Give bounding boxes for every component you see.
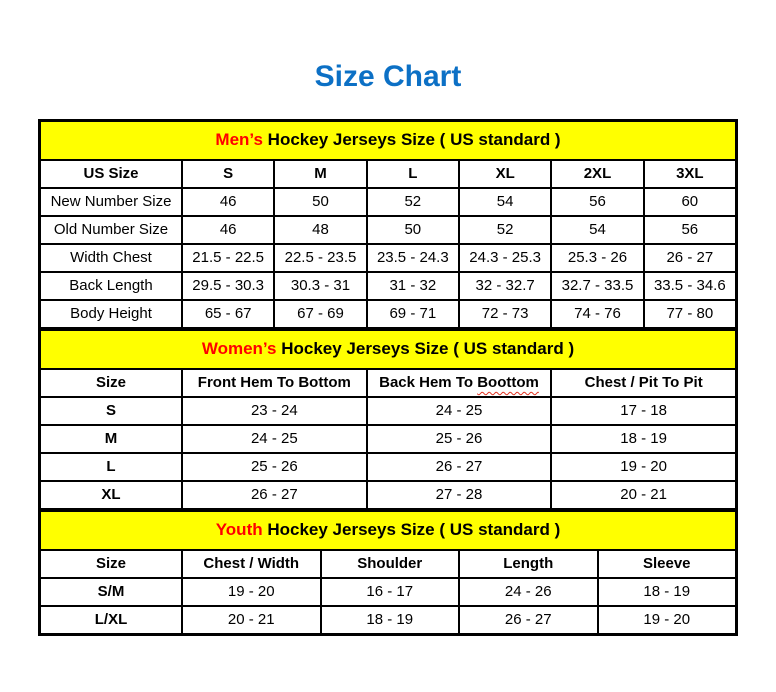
mens-value-cell: 33.5 - 34.6 [644,272,736,300]
mens-value-cell: 29.5 - 30.3 [182,272,274,300]
mens-row-back-length [40,272,736,300]
youth-value-cell: 18 - 19 [321,606,460,634]
womens-band-highlight: Women’s [201,339,277,358]
mens-value-cell: 30.3 - 31 [274,272,366,300]
mens-row-old-number-size [40,216,736,244]
womens-value-cell: 24 - 25 [182,425,367,453]
youth-value-cell: 24 - 26 [459,578,598,606]
youth-col-size: Size [40,550,182,578]
womens-row-m [40,425,736,453]
mens-row-new-number-size [40,188,736,216]
mens-band-row [40,121,736,160]
mens-row-width-chest [40,244,736,272]
youth-row-l-xl [40,606,736,634]
size-chart-tables [38,119,738,636]
womens-value-cell: 27 - 28 [367,481,552,509]
womens-value-cell: 23 - 24 [182,397,367,425]
womens-value-cell: 26 - 27 [182,481,367,509]
womens-value-cell: 25 - 26 [182,453,367,481]
mens-band-highlight: Men’s [215,130,263,149]
mens-col-m: M [274,160,366,188]
womens-value-cell: 26 - 27 [367,453,552,481]
youth-row-label-s-m: S/M [40,578,182,606]
youth-header-row [40,550,736,578]
mens-value-cell: 52 [367,188,459,216]
mens-value-cell: 52 [459,216,551,244]
mens-value-cell: 77 - 80 [644,300,736,328]
youth-col-length: Length [459,550,598,578]
mens-value-cell: 54 [459,188,551,216]
mens-value-cell: 46 [182,216,274,244]
womens-header-row [40,369,736,397]
mens-value-cell: 67 - 69 [274,300,366,328]
mens-value-cell: 31 - 32 [367,272,459,300]
mens-row-label-back-length: Back Length [40,272,182,300]
mens-value-cell: 22.5 - 23.5 [274,244,366,272]
womens-row-l [40,453,736,481]
mens-value-cell: 72 - 73 [459,300,551,328]
womens-value-cell: 18 - 19 [551,425,736,453]
youth-col-sleeve: Sleeve [598,550,737,578]
youth-value-cell: 19 - 20 [598,606,737,634]
youth-col-chest-width: Chest / Width [182,550,321,578]
womens-col-back-hem-to-boottom: Back Hem To Boottom [367,369,552,397]
mens-value-cell: 65 - 67 [182,300,274,328]
youth-value-cell: 19 - 20 [182,578,321,606]
womens-value-cell: 19 - 20 [551,453,736,481]
mens-value-cell: 24.3 - 25.3 [459,244,551,272]
womens-size-table [39,329,737,510]
mens-value-cell: 32 - 32.7 [459,272,551,300]
mens-value-cell: 25.3 - 26 [551,244,643,272]
womens-row-s [40,397,736,425]
mens-header-row [40,160,736,188]
youth-row-label-l-xl: L/XL [40,606,182,634]
youth-size-table [39,510,737,635]
mens-col-l: L [367,160,459,188]
mens-value-cell: 48 [274,216,366,244]
womens-band-rest: Hockey Jerseys Size ( US standard ) [276,339,575,358]
page-title: Size Chart [314,60,462,93]
mens-col-3xl: 3XL [644,160,736,188]
mens-band-title [40,121,736,160]
mens-value-cell: 50 [274,188,366,216]
youth-row-s-m [40,578,736,606]
mens-value-cell: 46 [182,188,274,216]
womens-col-chest-pit-to-pit: Chest / Pit To Pit [551,369,736,397]
womens-row-label-xl: XL [40,481,182,509]
youth-band-rest: Hockey Jerseys Size ( US standard ) [262,520,561,539]
womens-col-size: Size [40,369,182,397]
mens-col-s: S [182,160,274,188]
mens-col-us-size: US Size [40,160,182,188]
mens-value-cell: 74 - 76 [551,300,643,328]
youth-value-cell: 26 - 27 [459,606,598,634]
mens-value-cell: 69 - 71 [367,300,459,328]
mens-row-label-width-chest: Width Chest [40,244,182,272]
mens-value-cell: 23.5 - 24.3 [367,244,459,272]
mens-col-xl: XL [459,160,551,188]
youth-band-row [40,511,736,550]
womens-row-label-l: L [40,453,182,481]
mens-value-cell: 56 [644,216,736,244]
womens-band-row [40,330,736,369]
mens-row-body-height [40,300,736,328]
youth-band-highlight: Youth [215,520,263,539]
mens-row-label-old-number-size: Old Number Size [40,216,182,244]
womens-value-cell: 20 - 21 [551,481,736,509]
mens-band-rest: Hockey Jerseys Size ( US standard ) [262,130,561,149]
mens-col-2xl: 2XL [551,160,643,188]
womens-row-label-m: M [40,425,182,453]
womens-value-cell: 25 - 26 [367,425,552,453]
mens-row-label-body-height: Body Height [40,300,182,328]
mens-value-cell: 54 [551,216,643,244]
youth-value-cell: 18 - 19 [598,578,737,606]
youth-band-title [40,511,736,550]
womens-col-front-hem-to-bottom: Front Hem To Bottom [182,369,367,397]
mens-row-label-new-number-size: New Number Size [40,188,182,216]
womens-band-title [40,330,736,369]
womens-value-cell: 24 - 25 [367,397,552,425]
mens-value-cell: 32.7 - 33.5 [551,272,643,300]
youth-col-shoulder: Shoulder [321,550,460,578]
mens-value-cell: 56 [551,188,643,216]
youth-value-cell: 20 - 21 [182,606,321,634]
mens-value-cell: 26 - 27 [644,244,736,272]
mens-value-cell: 21.5 - 22.5 [182,244,274,272]
womens-row-label-s: S [40,397,182,425]
misspelled-word: Boottom [477,374,539,391]
womens-value-cell: 17 - 18 [551,397,736,425]
womens-row-xl [40,481,736,509]
mens-size-table [39,120,737,329]
youth-value-cell: 16 - 17 [321,578,460,606]
mens-value-cell: 50 [367,216,459,244]
mens-value-cell: 60 [644,188,736,216]
